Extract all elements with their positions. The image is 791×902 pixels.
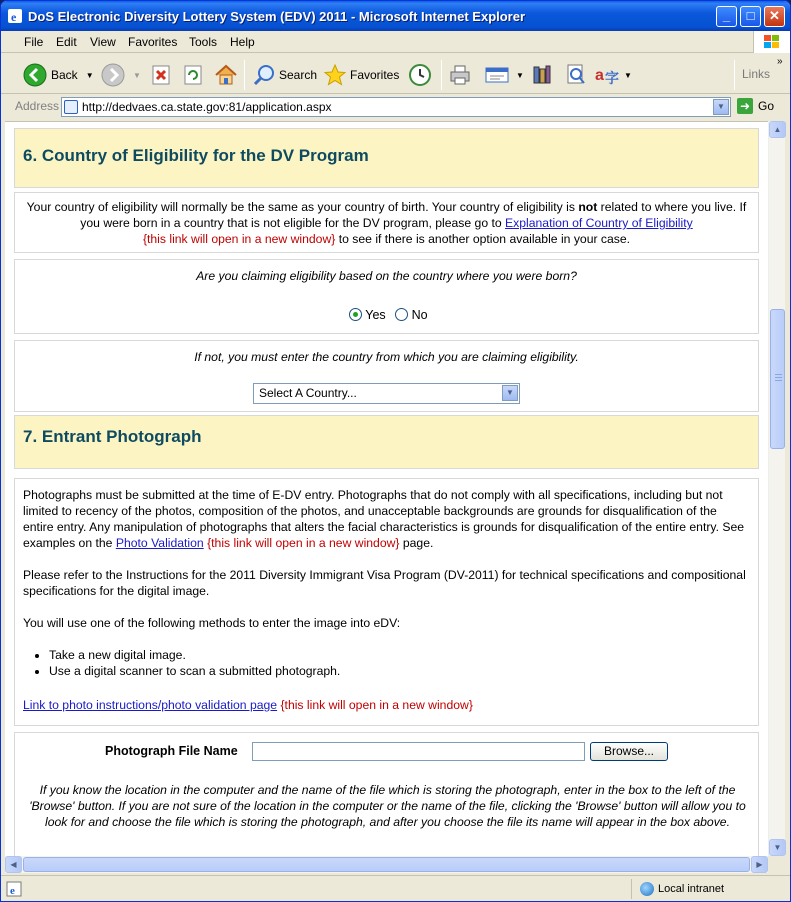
svg-text:e: e <box>10 885 15 897</box>
photograph-info-panel <box>14 478 759 726</box>
scroll-right-icon[interactable]: ▶ <box>751 856 768 873</box>
refresh-button[interactable] <box>183 62 203 88</box>
menu-view[interactable]: View <box>90 35 116 49</box>
if-not-instructions: If not, you must enter the country from which you are claiming eligibility. <box>194 350 579 364</box>
photo-instructions-row <box>23 697 750 713</box>
edit-page-icon <box>484 63 510 87</box>
windows-flag-icon <box>753 31 790 53</box>
minimize-button[interactable]: _ <box>716 6 737 27</box>
print-button[interactable] <box>448 62 472 88</box>
scroll-down-icon[interactable]: ▼ <box>769 839 786 856</box>
security-zone <box>631 879 751 899</box>
menu-bar <box>1 31 790 53</box>
refresh-icon <box>183 64 203 86</box>
yes-label[interactable]: Yes <box>365 308 386 322</box>
forward-arrow-icon <box>101 63 125 87</box>
birth-country-question: Are you claiming eligibility based on the country where you were born? <box>196 269 577 283</box>
eligibility-intro-text <box>23 199 750 247</box>
home-icon <box>214 64 238 86</box>
page-viewport <box>5 121 768 856</box>
photo-instructions-new-window: {this link will open in a new window} <box>280 698 473 712</box>
stop-button[interactable] <box>151 62 171 88</box>
toolbar-separator <box>441 60 442 90</box>
address-bar <box>1 95 790 119</box>
menu-favorites[interactable]: Favorites <box>128 35 178 49</box>
birth-country-question-panel <box>14 259 759 334</box>
intro-text-1: Your country of eligibility will normally be the same as your country of birth. Your country of eligibility is <box>26 200 579 214</box>
status-bar <box>1 875 790 901</box>
photo-methods-list <box>49 647 750 679</box>
history-button[interactable] <box>408 62 432 88</box>
intro-bold-not: not <box>578 200 598 214</box>
grip-icon <box>775 377 782 378</box>
chevron-right-icon[interactable]: » <box>777 56 783 67</box>
toolbar-separator <box>734 60 735 90</box>
vertical-scroll-thumb[interactable] <box>770 309 785 449</box>
back-dropdown-icon[interactable]: ▼ <box>85 70 94 80</box>
menu-file[interactable]: File <box>24 35 44 49</box>
address-dropdown-icon[interactable]: ▼ <box>713 99 729 115</box>
menu-tools[interactable]: Tools <box>189 35 218 49</box>
title-bar <box>1 1 790 31</box>
research-books-icon <box>530 63 554 87</box>
edit-dropdown-icon[interactable]: ▼ <box>516 70 524 80</box>
vertical-scrollbar[interactable] <box>768 121 785 856</box>
stop-icon <box>151 64 171 86</box>
page-icon <box>64 100 78 114</box>
links-toolbar[interactable]: Links <box>742 67 771 81</box>
address-label: Address <box>15 99 60 113</box>
photo-para-1-text: Photographs must be submitted at the time of E-DV entry. Photographs that do not comply with all specifications, including but not limited to recency of the photos, composition of the photos, and unacceptable backgrounds are grounds for disqualification of the entire entry. Any manipulation of photographs that alters the facial characteristics is grounds for disqualification of the entire entry. See examples on the <box>23 488 745 550</box>
window-title: DoS Electronic Diversity Lottery System (EDV) 2011 - Microsoft Internet Explorer <box>28 9 526 24</box>
photo-instructions-link[interactable]: Link to photo instructions/photo validation page <box>23 698 278 712</box>
favorites-button[interactable] <box>323 62 399 88</box>
address-input[interactable] <box>61 97 731 117</box>
close-button[interactable]: ✕ <box>764 6 785 27</box>
section-7-title: 7. Entrant Photograph <box>23 427 202 446</box>
list-item: • Use a digital scanner to scan a submitted photograph. <box>49 663 750 679</box>
messenger-button[interactable] <box>564 62 588 88</box>
photo-validation-new-window: {this link will open in a new window} <box>207 536 400 550</box>
photograph-file-panel <box>14 732 759 856</box>
country-select-value: Select A Country... <box>259 386 357 400</box>
photograph-file-input[interactable] <box>252 742 585 761</box>
search-label: Search <box>279 68 318 82</box>
forward-button[interactable] <box>101 62 141 88</box>
zone-label: Local intranet <box>658 883 725 895</box>
intranet-globe-icon <box>640 882 654 896</box>
standard-toolbar <box>1 54 790 94</box>
print-icon <box>448 63 472 87</box>
country-select[interactable] <box>253 383 520 404</box>
eligibility-radio-group <box>349 308 428 322</box>
grip-icon <box>775 374 782 375</box>
forward-dropdown-icon[interactable]: ▼ <box>133 70 141 80</box>
photo-para-2: Please refer to the Instructions for the 2011 Diversity Immigrant Visa Program (DV-2011) for technical specifications and compositional specifications for the digital image. <box>23 568 746 598</box>
chevron-down-icon[interactable]: ▼ <box>502 385 518 401</box>
menu-edit[interactable]: Edit <box>56 35 77 49</box>
eligibility-intro <box>14 192 759 253</box>
horizontal-scrollbar[interactable] <box>5 856 768 873</box>
photo-para-3: You will use one of the following methods to enter the image into eDV: <box>23 616 401 630</box>
history-icon <box>408 63 432 87</box>
photo-para-1-end: page. <box>399 536 434 550</box>
back-button[interactable] <box>23 62 94 88</box>
new-window-note: {this link will open in a new window} <box>142 232 336 246</box>
no-radio[interactable] <box>395 308 408 321</box>
go-button[interactable] <box>737 98 774 114</box>
file-help-text: If you know the location in the computer and the name of the file which is storing the photograph, enter in the box to the left of the 'Browse' button. If you are not sure of the location in the computer or the name of the file, clicking the 'Browse' button will allow you to look for and choose the file which is storing the photograph, and after you choose the file its name will appear in the box above. <box>29 783 746 829</box>
back-arrow-icon <box>23 63 47 87</box>
section-6-header <box>14 128 759 188</box>
section-7-header <box>14 415 759 469</box>
scroll-corner <box>768 856 785 873</box>
back-label: Back <box>51 68 78 82</box>
translate-icon <box>595 63 623 87</box>
page-status-icon <box>6 881 22 897</box>
go-arrow-icon: ➜ <box>737 98 753 114</box>
research-button[interactable] <box>530 62 554 88</box>
horizontal-scroll-thumb[interactable] <box>23 857 750 872</box>
yes-radio[interactable] <box>349 308 362 321</box>
svg-text:a: a <box>595 67 604 84</box>
go-label: Go <box>758 99 775 113</box>
toolbar-separator <box>244 60 245 90</box>
favorites-star-icon <box>323 63 347 87</box>
scroll-up-icon[interactable]: ▲ <box>769 121 786 138</box>
search-icon <box>252 63 276 87</box>
no-label[interactable]: No <box>411 308 428 322</box>
explanation-eligibility-link[interactable]: Explanation of Country of Eligibility <box>505 216 693 230</box>
address-url: http://dedvaes.ca.state.gov:81/application.aspx <box>82 100 332 114</box>
translate-button[interactable] <box>595 62 632 88</box>
magnifier-page-icon <box>564 63 588 87</box>
list-item: • Take a new digital image. <box>49 647 750 663</box>
photo-para-1 <box>23 487 750 551</box>
scroll-left-icon[interactable]: ◀ <box>5 856 22 873</box>
country-select-panel <box>14 340 759 412</box>
intro-text-2: related to where you live. If you were born in a country that is not eligible for the DV program, please go to <box>80 200 747 230</box>
intro-text-3: to see if there is another option available in your case. <box>335 232 631 246</box>
translate-dropdown-icon[interactable]: ▼ <box>624 70 632 80</box>
browse-button[interactable]: Browse... <box>590 742 668 761</box>
section-6-title: 6. Country of Eligibility for the DV Program <box>23 146 369 165</box>
edit-button[interactable] <box>484 62 524 88</box>
ie-logo-icon <box>7 8 23 24</box>
favorites-label: Favorites <box>350 68 400 82</box>
menu-help[interactable]: Help <box>230 35 255 49</box>
maximize-button[interactable]: □ <box>740 6 761 27</box>
photo-validation-link[interactable]: Photo Validation <box>115 536 204 550</box>
grip-icon <box>775 380 782 381</box>
search-button[interactable] <box>252 62 317 88</box>
photograph-file-label: Photograph File Name <box>105 744 238 758</box>
svg-text:字: 字 <box>605 70 619 86</box>
svg-text:e: e <box>11 10 17 24</box>
home-button[interactable] <box>214 62 238 88</box>
